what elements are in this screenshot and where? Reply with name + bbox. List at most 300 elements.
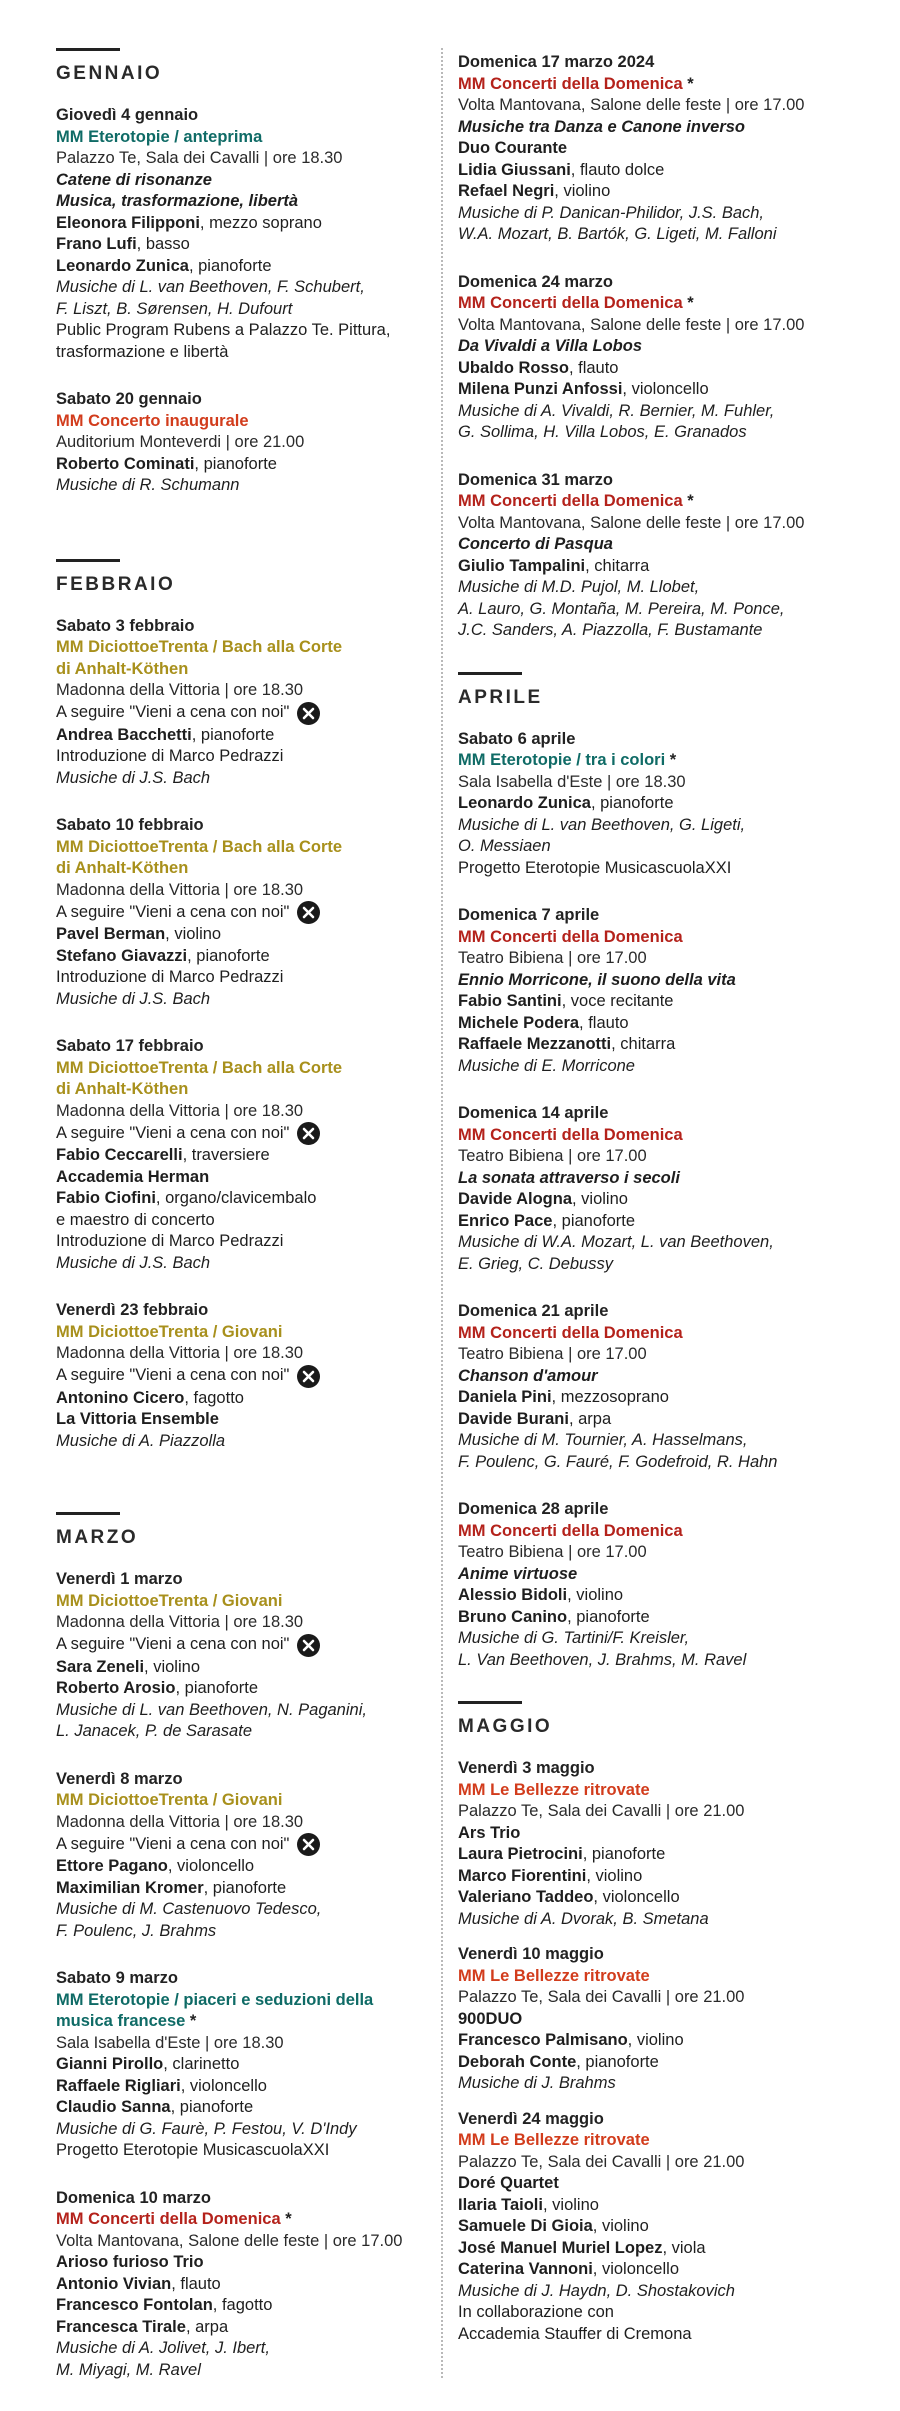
event-title: Ennio Morricone, il suono della vita [458, 970, 736, 989]
performer [56, 1856, 424, 1878]
performer [56, 213, 424, 235]
month-febbraio [56, 559, 424, 1453]
event-venue: Madonna della Vittoria | ore 18.30 [56, 1344, 304, 1362]
performer-name: Antonio Vivian [56, 2274, 172, 2293]
month-title: MAGGIO [458, 1716, 553, 1737]
performer-role: , violino [165, 925, 222, 943]
performer [458, 379, 868, 401]
performer-role: , violoncello [592, 2260, 679, 2278]
event [56, 1569, 424, 1743]
performer-name: Raffaele Mezzanotti [458, 1035, 612, 1053]
performer-role: , violoncello [167, 1857, 255, 1875]
event-music: Musiche di E. Morricone [458, 1056, 635, 1075]
event-series: MM Concerti della Domenica [458, 1125, 683, 1144]
performer [458, 2052, 868, 2074]
column-divider [441, 48, 443, 2378]
event [56, 1036, 424, 1274]
event-venue: Sala Isabella d'Este | ore 18.30 [56, 2033, 284, 2052]
performer [458, 1409, 868, 1431]
event-venue: Madonna della Vittoria | ore 18.30 [56, 880, 304, 899]
performer [458, 991, 868, 1013]
event-series: di Anhalt-Köthen [56, 859, 189, 877]
performer [458, 1866, 868, 1888]
event-music: Musiche di J.S. Bach [56, 1253, 211, 1272]
performer-name: Samuele Di Gioia [458, 2217, 593, 2235]
performer-role: , flauto [568, 358, 619, 377]
performer [458, 1034, 868, 1056]
event-music: Musiche di W.A. Mozart, L. van Beethoven, [458, 1233, 774, 1251]
performer-role: , clarinetto [163, 2055, 240, 2073]
performer [458, 1607, 868, 1629]
event-music: Musiche di J. Haydn, D. Shostakovich [458, 2281, 735, 2300]
performer [56, 1657, 424, 1679]
event-series: MM DiciottoeTrenta / Bach alla Corte [56, 837, 343, 856]
dinner-note [56, 901, 424, 924]
performer [458, 1013, 868, 1035]
event-venue: Auditorium Monteverdi | ore 21.00 [56, 433, 305, 451]
month-title: APRILE [458, 686, 543, 708]
performer-name: Eleonora Filipponi [56, 213, 200, 232]
event-intro: Introduzione di Marco Pedrazzi [56, 747, 284, 765]
month-title: GENNAIO [56, 63, 163, 84]
event-date: Giovedì 4 gennaio [56, 106, 199, 124]
event-series: MM Eterotopie / anteprima [56, 127, 263, 146]
event-date: Sabato 17 febbraio [56, 1037, 204, 1055]
event-date: Domenica 21 aprile [458, 1302, 609, 1320]
event-venue: Teatro Bibiena | ore 17.00 [458, 949, 647, 967]
event [458, 1103, 868, 1275]
performer-name: Davide Alogna [458, 1190, 572, 1208]
event-series: MM Concerto inaugurale [56, 411, 249, 430]
month-title: MARZO [56, 1527, 139, 1548]
performer-name: Doré Quartet [458, 2174, 559, 2192]
month-rule [56, 1512, 120, 1515]
performer-name: Deborah Conte [458, 2052, 577, 2071]
performer-name: Fabio Ceccarelli [56, 1146, 183, 1164]
performer [56, 2317, 424, 2339]
month-rule [458, 672, 522, 675]
dinner-note [56, 702, 424, 725]
dinner-text: A seguire "Vieni a cena con noi" [56, 703, 290, 722]
event-series: MM Concerti della Domenica [458, 74, 683, 93]
performer-name: Gianni Pirollo [56, 2055, 164, 2073]
right-column [458, 52, 868, 2375]
event-date: Sabato 6 aprile [458, 729, 576, 748]
performer-role: , flauto [171, 2274, 221, 2293]
performer [56, 1167, 424, 1189]
performer-name: Valeriano Taddeo [458, 1888, 594, 1906]
event [56, 815, 424, 1010]
performer-name: Refael Negri [458, 182, 555, 200]
event-music: F. Liszt, B. Sørensen, H. Dufourt [56, 299, 293, 318]
performer [56, 1145, 424, 1167]
event-note: trasformazione e libertà [56, 342, 229, 361]
event-venue: Palazzo Te, Sala dei Cavalli | ore 21.00 [458, 1988, 745, 2006]
performer-name: Michele Podera [458, 1013, 580, 1032]
event-music: W.A. Mozart, B. Bartók, G. Ligeti, M. Falloni [458, 225, 777, 243]
event [458, 2109, 868, 2346]
event-music: E. Grieg, C. Debussy [458, 1254, 613, 1273]
performer-name: Ubaldo Rosso [458, 358, 569, 377]
performer [56, 924, 424, 946]
performer-role: , fagotto [184, 1388, 244, 1407]
performer-name: Leonardo Zunica [458, 794, 591, 812]
event-venue: Volta Mantovana, Salone delle feste | ore 17.00 [56, 2231, 403, 2250]
performer [56, 1388, 424, 1410]
performer-name: Roberto Arosio [56, 1679, 176, 1697]
performer [56, 2252, 424, 2274]
event-series: MM Concerti della Domenica [458, 1323, 683, 1342]
performer-name: Roberto Cominati [56, 454, 195, 473]
event-title: Da Vivaldi a Villa Lobos [458, 337, 642, 355]
performer-role: , chitarra [585, 556, 650, 575]
event-date: Domenica 31 marzo [458, 470, 613, 489]
event-title: Musiche tra Danza e Canone inverso [458, 117, 746, 136]
event-music: L. Janacek, P. de Sarasate [56, 1722, 252, 1740]
fork-knife-icon [297, 702, 320, 725]
event-date: Domenica 24 marzo [458, 272, 613, 291]
event-date: Venerdì 1 marzo [56, 1570, 183, 1588]
performer-name: Bruno Canino [458, 1607, 568, 1626]
event-series: MM DiciottoeTrenta / Giovani [56, 1322, 283, 1341]
performer [56, 2097, 424, 2119]
event-music: L. Van Beethoven, J. Brahms, M. Ravel [458, 1650, 747, 1669]
dinner-note [56, 1122, 424, 1145]
performer-role: , organo/clavicembalo [155, 1189, 317, 1207]
performer-name: Ilaria Taioli [458, 2195, 543, 2214]
event-series: MM DiciottoeTrenta / Giovani [56, 1791, 283, 1809]
performer [458, 556, 868, 578]
performer-role: , fagotto [212, 2296, 273, 2314]
event-venue: Madonna della Vittoria | ore 18.30 [56, 1101, 304, 1120]
asterisk-mark: * [687, 74, 694, 93]
event-music: Musiche di L. van Beethoven, F. Schubert, [56, 278, 365, 296]
performer-name: Andrea Bacchetti [56, 725, 192, 744]
performer-name: Caterina Vannoni [458, 2260, 593, 2278]
event-music: Musiche di M. Tournier, A. Hasselmans, [458, 1431, 748, 1449]
event-music: M. Miyagi, M. Ravel [56, 2360, 201, 2379]
dinner-text: A seguire "Vieni a cena con noi" [56, 1834, 290, 1853]
performer [56, 1678, 424, 1700]
event [458, 272, 868, 444]
event-date: Sabato 20 gennaio [56, 390, 202, 408]
event [56, 105, 424, 363]
event-music: A. Lauro, G. Montaña, M. Pereira, M. Ponce, [458, 599, 785, 618]
performer-role: , pianoforte [576, 2052, 659, 2071]
performer-role: , pianoforte [194, 454, 277, 473]
event-date: Venerdì 8 marzo [56, 1769, 183, 1788]
performer [56, 234, 424, 256]
performer [458, 2173, 868, 2195]
event [458, 470, 868, 642]
performer-role: , violino [592, 2217, 649, 2235]
event-music: Musiche di A. Jolivet, J. Ibert, [56, 2339, 270, 2357]
performer-name: Davide Burani [458, 1409, 569, 1428]
event-date: Sabato 9 marzo [56, 1969, 178, 1987]
event-note: Progetto Eterotopie MusicascuolaXXI [56, 2141, 330, 2159]
event-date: Domenica 17 marzo 2024 [458, 53, 655, 71]
event [56, 1968, 424, 2162]
event-series: MM DiciottoeTrenta / Giovani [56, 1591, 283, 1610]
event-series: MM Le Bellezze ritrovate [458, 2131, 650, 2149]
event-date: Venerdì 24 maggio [458, 2109, 604, 2128]
event-venue: Volta Mantovana, Salone delle feste | ore 17.00 [458, 315, 805, 334]
event [458, 1301, 868, 1473]
performer-role: , viola [662, 2238, 706, 2257]
event-date: Sabato 3 febbraio [56, 616, 195, 635]
performer-role-cont: e maestro di concerto [56, 1210, 215, 1229]
performer-name: Accademia Herman [56, 1167, 210, 1186]
performer-name: Ars Trio [458, 1823, 521, 1842]
event-music: F. Poulenc, J. Brahms [56, 1921, 217, 1940]
event [56, 1769, 424, 1943]
event-date: Sabato 10 febbraio [56, 816, 204, 834]
event-date: Venerdì 3 maggio [458, 1759, 595, 1777]
performer-role: , pianoforte [191, 725, 275, 744]
performer [56, 2274, 424, 2296]
performer [56, 2295, 424, 2317]
month-rule [56, 48, 120, 51]
fork-knife-icon [297, 1122, 320, 1145]
performer [458, 2238, 868, 2260]
performer [458, 793, 868, 815]
event-date: Venerdì 23 febbraio [56, 1301, 209, 1319]
performer-role: , violino [567, 1586, 624, 1604]
event-music: Musiche di M.D. Pujol, M. Llobet, [458, 578, 700, 596]
event-music: Musiche di J. Brahms [458, 2074, 616, 2092]
event-venue: Madonna della Vittoria | ore 18.30 [56, 1613, 304, 1631]
performer-role: , mezzo soprano [199, 213, 322, 232]
event [458, 1944, 868, 2095]
event-series: musica francese [56, 2012, 186, 2030]
performer-role: , pianoforte [582, 1845, 666, 1863]
event [458, 905, 868, 1077]
performer-role: , voce recitante [561, 992, 674, 1010]
event-music: Musiche di L. van Beethoven, G. Ligeti, [458, 815, 746, 834]
performer-role: , pianoforte [567, 1607, 650, 1626]
performer-name: Francesco Palmisano [458, 2031, 628, 2049]
performer-role: , traversiere [182, 1146, 270, 1164]
performer-role: , pianoforte [552, 1211, 636, 1230]
month-title: FEBBRAIO [56, 573, 176, 595]
performer-role: , violino [572, 1190, 628, 1208]
event-series: MM DiciottoeTrenta / Bach alla Corte [56, 638, 343, 656]
fork-knife-icon [297, 1365, 320, 1388]
performer-name: Raffaele Rigliari [56, 2076, 181, 2095]
month-marzo [56, 1512, 424, 2381]
performer [56, 256, 424, 278]
fork-knife-icon [297, 901, 320, 924]
performer-role: , pianoforte [188, 256, 272, 275]
event [458, 729, 868, 880]
asterisk-mark: * [687, 294, 694, 312]
event [458, 1499, 868, 1671]
performer [458, 1211, 868, 1233]
event-title: Concerto di Pasqua [458, 535, 613, 553]
performer [458, 160, 868, 182]
performer [458, 2216, 868, 2238]
event-title: Catene di risonanze [56, 170, 212, 189]
event-date: Domenica 14 aprile [458, 1104, 609, 1122]
performer [56, 946, 424, 968]
dinner-text: A seguire "Vieni a cena con noi" [56, 1635, 290, 1654]
performer [458, 2030, 868, 2052]
month-marzo-continued [458, 52, 868, 642]
performer-role: , violoncello [593, 1888, 680, 1906]
performer-name: Fabio Ciofini [56, 1189, 156, 1207]
performer [458, 2009, 868, 2031]
event [458, 52, 868, 246]
performer-name: Enrico Pace [458, 1211, 553, 1230]
event-title: Anime virtuose [458, 1564, 578, 1583]
event-venue: Sala Isabella d'Este | ore 18.30 [458, 772, 686, 791]
event-music: Musiche di J.S. Bach [56, 989, 211, 1008]
performer [458, 2195, 868, 2217]
event-date: Domenica 7 aprile [458, 906, 600, 924]
performer [458, 1823, 868, 1845]
performer-role: , arpa [568, 1409, 612, 1428]
event-series: MM Eterotopie / tra i colori [458, 751, 666, 769]
performer-role: , violino [554, 182, 611, 200]
dinner-note [56, 1833, 424, 1856]
dinner-note [56, 1634, 424, 1657]
event-title: Musica, trasformazione, libertà [56, 192, 299, 210]
event-series: di Anhalt-Köthen [56, 1080, 189, 1098]
event [56, 1300, 424, 1452]
event-venue: Teatro Bibiena | ore 17.00 [458, 1147, 647, 1165]
performer-role: , violoncello [622, 380, 709, 398]
event-music: Musiche di G. Tartini/F. Kreisler, [458, 1629, 690, 1647]
performer [458, 138, 868, 160]
event-venue: Teatro Bibiena | ore 17.00 [458, 1543, 647, 1561]
performer-role: , pianoforte [170, 2098, 254, 2116]
performer-name: Antonino Cicero [56, 1388, 185, 1407]
performer-name: Milena Punzi Anfossi [458, 380, 623, 398]
month-rule [56, 559, 120, 562]
performer-name: Leonardo Zunica [56, 256, 189, 275]
event-venue: Palazzo Te, Sala dei Cavalli | ore 21.00 [458, 2152, 745, 2171]
event-music: Musiche di A. Piazzolla [56, 1431, 226, 1450]
event-series: MM DiciottoeTrenta / Bach alla Corte [56, 1058, 343, 1077]
left-column [56, 48, 424, 2411]
performer-role: , pianoforte [175, 1679, 259, 1697]
performer-role: , violino [627, 2031, 684, 2049]
performer-role: , violoncello [180, 2076, 267, 2095]
event-title: La sonata attraverso i secoli [458, 1168, 680, 1187]
performer-name: Francesco Fontolan [56, 2296, 213, 2314]
performer [458, 1844, 868, 1866]
event [56, 616, 424, 790]
event-music: Musiche di A. Vivaldi, R. Bernier, M. Fuhler, [458, 401, 775, 420]
dinner-text: A seguire "Vieni a cena con noi" [56, 902, 290, 921]
event-music: G. Sollima, H. Villa Lobos, E. Granados [458, 423, 747, 441]
event [458, 1758, 868, 1930]
asterisk-mark: * [687, 492, 694, 510]
performer-role: , violino [542, 2195, 599, 2214]
dinner-text: A seguire "Vieni a cena con noi" [56, 1123, 290, 1142]
event-venue: Palazzo Te, Sala dei Cavalli | ore 21.00 [458, 1802, 745, 1820]
performer [56, 2054, 424, 2076]
fork-knife-icon [297, 1833, 320, 1856]
performer [458, 181, 868, 203]
performer-role: , flauto dolce [570, 160, 665, 179]
event-series: MM Concerti della Domenica [458, 294, 683, 312]
performer-role: , mezzosoprano [551, 1388, 669, 1406]
event-intro: Introduzione di Marco Pedrazzi [56, 1232, 284, 1250]
event-music: F. Poulenc, G. Fauré, F. Godefroid, R. Hahn [458, 1452, 778, 1471]
event-music: Musiche di A. Dvorak, B. Smetana [458, 1909, 709, 1928]
performer-role: , flauto [579, 1013, 629, 1032]
performer-role: , chitarra [611, 1035, 676, 1053]
performer-name: Lidia Giussani [458, 160, 571, 179]
event-music: O. Messiaen [458, 837, 551, 855]
event-music: Musiche di J.S. Bach [56, 768, 211, 787]
event-venue: Volta Mantovana, Salone delle feste | ore 17.00 [458, 513, 805, 532]
event [56, 2188, 424, 2382]
performer-name: Maximilian Kromer [56, 1878, 204, 1897]
performer-name: Marco Fiorentini [458, 1866, 587, 1885]
performer-role: , pianoforte [187, 946, 270, 965]
event-series: MM Concerti della Domenica [458, 1521, 683, 1540]
performer-role: , arpa [185, 2317, 229, 2336]
performer-role: , violino [144, 1657, 200, 1676]
event-music: Musiche di G. Faurè, P. Festou, V. D'Indy [56, 2119, 357, 2138]
performer [458, 1585, 868, 1607]
performer-name: La Vittoria Ensemble [56, 1410, 219, 1428]
event-venue: Volta Mantovana, Salone delle feste | ore 17.00 [458, 96, 805, 114]
performer-name: Fabio Santini [458, 992, 562, 1010]
dinner-note [56, 1365, 424, 1388]
performer-name: Francesca Tirale [56, 2317, 186, 2336]
event-series: MM Concerti della Domenica [458, 492, 683, 510]
performer-name: Pavel Berman [56, 925, 166, 943]
event-title: Chanson d'amour [458, 1366, 598, 1385]
performer [458, 1189, 868, 1211]
performer [56, 725, 424, 747]
event-series: MM Concerti della Domenica [56, 2210, 281, 2228]
month-maggio [458, 1701, 868, 2345]
performer-name: Claudio Sanna [56, 2098, 171, 2116]
event-note: In collaborazione con [458, 2303, 614, 2321]
event-venue: Teatro Bibiena | ore 17.00 [458, 1345, 647, 1363]
performer-role: , violino [586, 1866, 643, 1885]
event-intro: Introduzione di Marco Pedrazzi [56, 968, 284, 986]
performer-name: Daniela Pini [458, 1388, 552, 1406]
performer [458, 1387, 868, 1409]
performer-name: Alessio Bidoli [458, 1586, 568, 1604]
performer-role: , pianoforte [590, 794, 674, 812]
performer-name: Sara Zeneli [56, 1657, 145, 1676]
month-rule [458, 1701, 522, 1704]
event-series: MM Concerti della Domenica [458, 927, 683, 946]
performer-name: Laura Pietrocini [458, 1845, 583, 1863]
performer [458, 1887, 868, 1909]
event-date: Domenica 28 aprile [458, 1500, 609, 1518]
event-music: J.C. Sanders, A. Piazzolla, F. Bustamante [458, 621, 763, 639]
event-series: MM Eterotopie / piaceri e seduzioni della [56, 1990, 374, 2009]
event-music: Musiche di R. Schumann [56, 476, 240, 494]
event-music: Musiche di P. Danican-Philidor, J.S. Bach, [458, 203, 765, 222]
asterisk-mark: * [669, 751, 677, 769]
asterisk-mark: * [285, 2210, 292, 2228]
performer-name: José Manuel Muriel Lopez [458, 2238, 663, 2257]
performer [56, 2076, 424, 2098]
event-note: Progetto Eterotopie MusicascuolaXXI [458, 858, 732, 877]
performer-name: 900DUO [458, 2009, 523, 2028]
event-series: MM Le Bellezze ritrovate [458, 1966, 650, 1985]
performer-name: Frano Lufi [56, 235, 137, 253]
performer-role: , basso [136, 235, 190, 253]
